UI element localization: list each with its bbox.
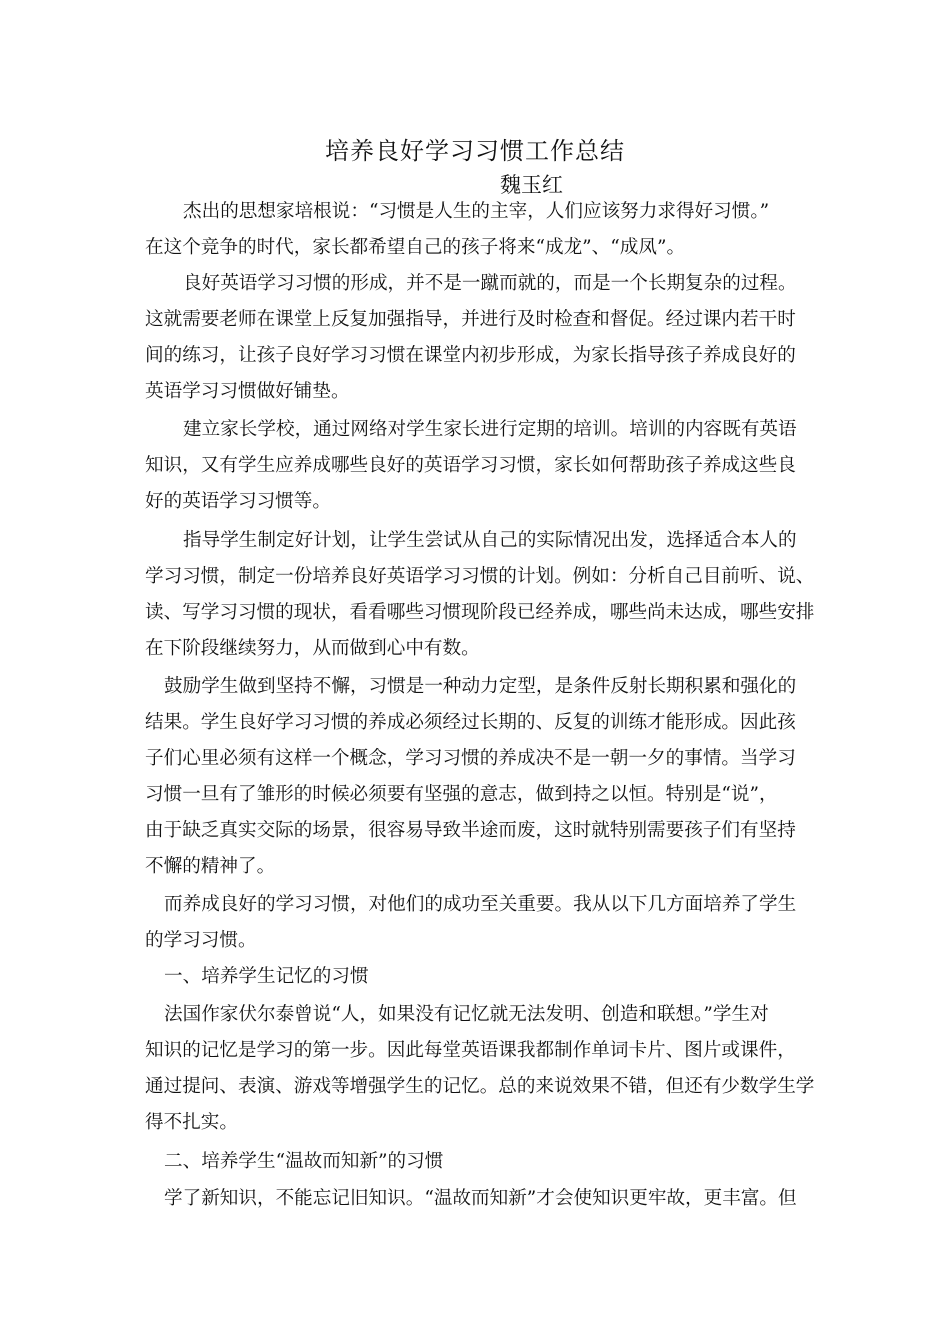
text-line: 习惯一旦有了雏形的时候必须要有坚强的意志，做到持之以恒。特别是“说”， [145, 784, 778, 805]
text-line: 由于缺乏真实交际的场景，很容易导致半途而废，这时就特别需要孩子们有坚持 [145, 820, 796, 841]
text-line: 不懈的精神了。 [145, 856, 276, 877]
text-line: 建立家长学校，通过网络对学生家长进行定期的培训。培训的内容既有英语 [183, 419, 797, 440]
text-line: 间的练习，让孩子良好学习习惯在课堂内初步形成，为家长指导孩子养成良好的 [145, 345, 796, 366]
text-line: 好的英语学习习惯等。 [145, 491, 331, 512]
text-line: 学习习惯，制定一份培养良好英语学习习惯的计划。例如：分析自己目前听、说、 [145, 566, 815, 587]
text-line: 这就需要老师在课堂上反复加强指导，并进行及时检查和督促。经过课内若干时 [145, 309, 796, 330]
text-line: 在下阶段继续努力，从而做到心中有数。 [145, 638, 480, 659]
text-line: 在这个竞争的时代，家长都希望自己的孩子将来“成龙”、“成凤”。 [145, 237, 686, 258]
text-line: 学了新知识，不能忘记旧知识。“温故而知新”才会使知识更牢故，更丰富。但 [164, 1188, 797, 1209]
text-line: 良好英语学习习惯的形成，并不是一蹴而就的，而是一个长期复杂的过程。 [183, 273, 797, 294]
text-line: 而养成良好的学习习惯，对他们的成功至关重要。我从以下几方面培养了学生 [164, 894, 797, 915]
text-line: 通过提问、表演、游戏等增强学生的记忆。总的来说效果不错，但还有少数学生学 [145, 1076, 815, 1097]
section-heading: 一、培养学生记忆的习惯 [164, 966, 369, 987]
section-heading: 二、培养学生“温故而知新”的习惯 [164, 1151, 444, 1172]
text-line: 结果。学生良好学习习惯的养成必须经过长期的、反复的训练才能形成。因此孩 [145, 712, 796, 733]
document-author: 魏玉红 [500, 173, 563, 197]
text-line: 指导学生制定好计划，让学生尝试从自己的实际情况出发，选择适合本人的 [183, 530, 797, 551]
text-line: 鼓励学生做到坚持不懈，习惯是一种动力定型，是条件反射长期积累和强化的 [164, 676, 797, 697]
text-line: 知识的记忆是学习的第一步。因此每堂英语课我都制作单词卡片、图片或课件， [145, 1040, 796, 1061]
text-line: 的学习习惯。 [145, 930, 257, 951]
text-line: 法国作家伏尔泰曾说“人，如果没有记忆就无法发明、创造和联想。”学生对 [164, 1004, 769, 1025]
text-line: 得不扎实。 [145, 1112, 238, 1133]
text-line: 英语学习习惯做好铺垫。 [145, 381, 350, 402]
text-line: 读、写学习习惯的现状，看看哪些习惯现阶段已经养成，哪些尚未达成，哪些安排 [145, 602, 815, 623]
document-title: 培养良好学习习惯工作总结 [325, 137, 625, 165]
text-line: 子们心里必须有这样一个概念，学习习惯的养成决不是一朝一夕的事情。当学习 [145, 748, 796, 769]
text-line: 知识，又有学生应养成哪些良好的英语学习习惯，家长如何帮助孩子养成这些良 [145, 455, 796, 476]
text-line: 杰出的思想家培根说：“习惯是人生的主宰，人们应该努力求得好习惯。” [183, 201, 770, 222]
